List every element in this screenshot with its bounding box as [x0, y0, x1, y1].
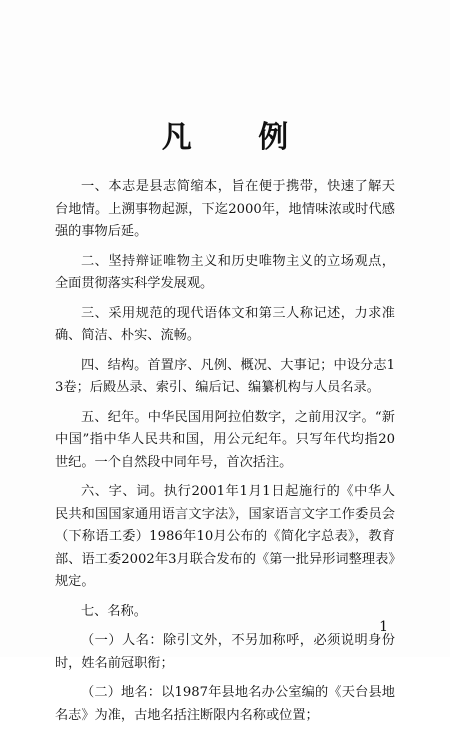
- paragraph-6: 六、字、词。执行2001年1月1日起施行的《中华人民共和国国家通用语言文字法》，国家语言文字工作委员会（下称语工委）1986年10月公布的《简化字总表》，教育部、语工委2002年3月联合发布的《第一批异形词整理表》规定。: [55, 484, 395, 589]
- paragraph-4: 四、结构。首置序、凡例、概况、大事记；中设分志13卷；后殿丛录、索引、编后记、编纂机构与人员名录。: [55, 357, 395, 395]
- paragraph-3: 三、采用规范的现代语体文和第三人称记述，力求准确、简洁、朴实、流畅。: [55, 305, 395, 343]
- paragraph-1: 一、本志是县志简缩本，旨在便于携带，快速了解天台地情。上溯事物起源，下迄2000年，地情味浓或时代感强的事物后延。: [55, 179, 395, 239]
- page-title: 凡 例: [161, 120, 317, 155]
- body-text: [55, 176, 395, 734]
- paragraph-2: 二、坚持辩证唯物主义和历史唯物主义的立场观点，全面贯彻落实科学发展观。: [55, 253, 395, 291]
- paragraph-5: 五、纪年。中华民国用阿拉伯数字，之前用汉字。“新中国”指中华人民共和国，用公元纪年。只写年代均指20世纪。一个自然段中同年号，首次括注。: [55, 409, 395, 470]
- paragraph-8: （一）人名：除引文外，不另加称呼，必须说明身份时，姓名前冠职衔；: [55, 633, 395, 671]
- paragraph-9: （二）地名：以1987年县地名办公室编的《天台县地名志》为准，古地名括注断限内名称或位置；: [55, 685, 395, 723]
- paragraph-7: 七、名称。: [81, 603, 147, 619]
- page-number: 1: [379, 619, 388, 635]
